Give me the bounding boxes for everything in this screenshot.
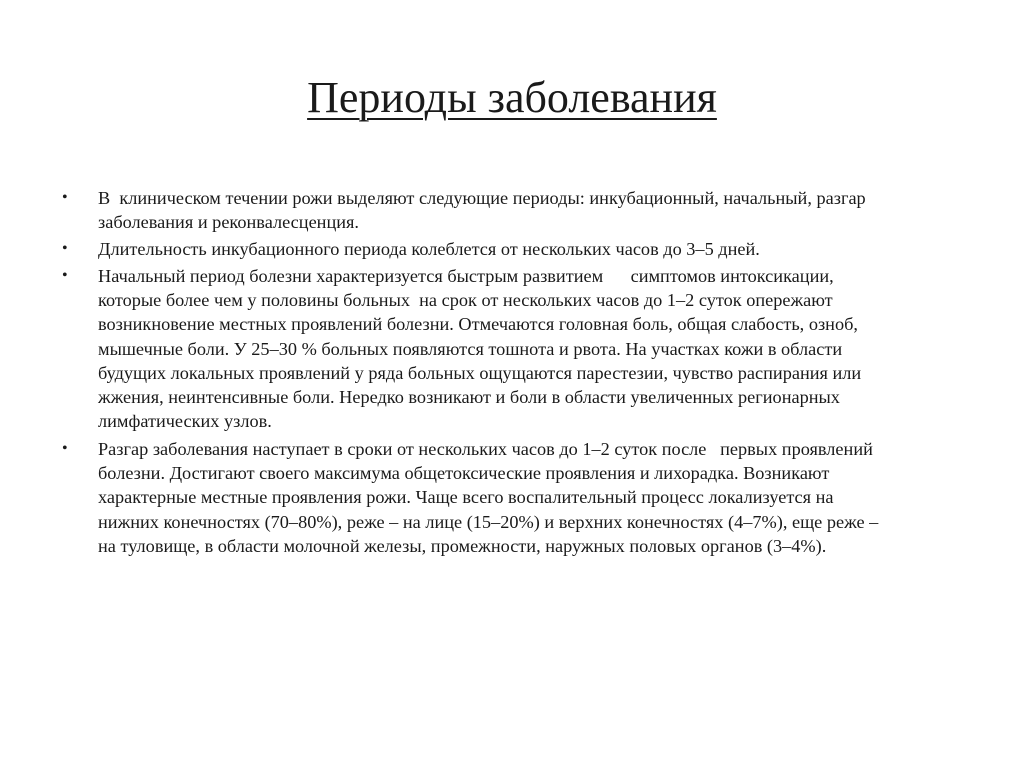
bullet-text-line: жжения, неинтенсивные боли. Нередко возникают и боли в области увеличенных регионарных <box>98 387 840 407</box>
bullet-text-line: Длительность инкубационного периода колеблется от нескольких часов до 3–5 дней. <box>98 239 760 259</box>
bullet-text-line: на туловище, в области молочной железы, промежности, наружных половых органов (3–4%). <box>98 536 827 556</box>
bullet-text-line: мышечные боли. У 25–30 % больных появляются тошнота и рвота. На участках кожи в области <box>98 339 843 359</box>
bullet-text-line: возникновение местных проявлений болезни. Отмечаются головная боль, общая слабость, озноб, <box>98 314 858 334</box>
bullet-marker: • <box>62 189 68 206</box>
bullet-text-line: будущих локальных проявлений у ряда больных ощущаются парестезии, чувство распирания или <box>98 363 862 383</box>
bullet-text-line: нижних конечностях (70–80%), реже – на лице (15–20%) и верхних конечностях (4–7%), еще реже – <box>98 512 879 532</box>
bullet-marker: • <box>62 440 68 457</box>
bullet-text-line: В клиническом течении рожи выделяют следующие периоды: инкубационный, начальный, разгар <box>98 188 866 208</box>
slide-title: Периоды заболевания <box>307 73 717 122</box>
bullet-text-line: лимфатических узлов. <box>98 411 272 431</box>
bullet-text-line: характерные местные проявления рожи. Чаще всего воспалительный процесс локализуется на <box>98 487 834 507</box>
bullet-text-line: Начальный период болезни характеризуется быстрым развитием симптомов интоксикации, <box>98 266 834 286</box>
bullet-text-line: заболевания и реконвалесценция. <box>98 212 360 232</box>
bullet-marker: • <box>62 240 68 257</box>
bullet-marker: • <box>62 267 68 284</box>
bullet-text-line: болезни. Достигают своего максимума общетоксические проявления и лихорадка. Возникают <box>98 463 830 483</box>
bullet-text-line: которые более чем у половины больных на срок от нескольких часов до 1–2 суток опережают <box>98 290 833 310</box>
bullet-text-line: Разгар заболевания наступает в сроки от нескольких часов до 1–2 суток после первых проявлений <box>98 439 873 459</box>
